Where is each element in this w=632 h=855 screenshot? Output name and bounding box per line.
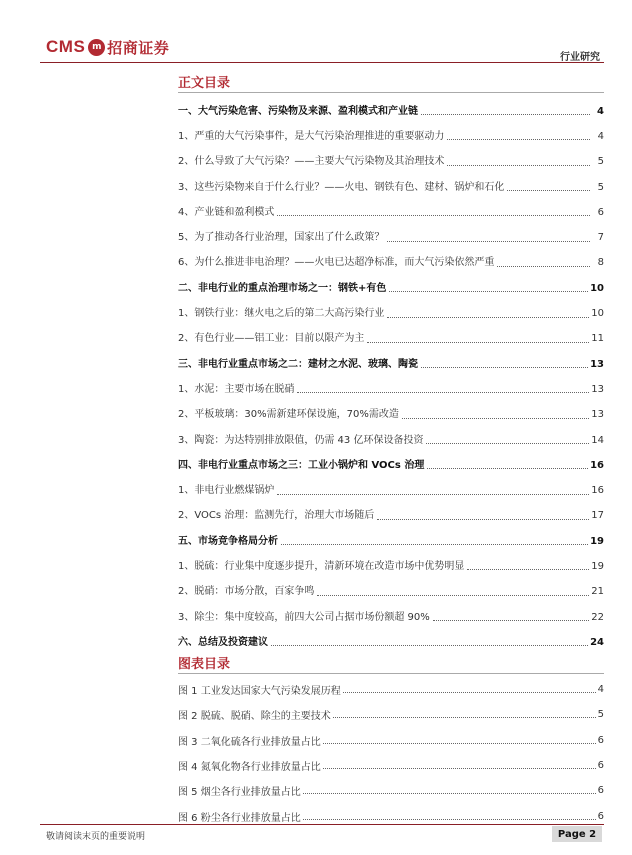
toc-entry-text: 3、这些污染物来自于什么行业？——火电、钢铁有色、建材、锅炉和石化 [178, 181, 505, 193]
figure-entry[interactable] [178, 778, 604, 803]
toc-page-number: 10 [591, 308, 604, 320]
toc-section-entry[interactable] [178, 504, 604, 529]
toc-page-number: 4 [597, 130, 604, 142]
toc-section-entry[interactable] [178, 403, 604, 428]
toc-section-entry[interactable] [178, 225, 604, 250]
figure-entry-text: 图 2 脱硫、脱硝、除尘的主要技术 [178, 711, 331, 723]
header-divider [40, 62, 604, 63]
dot-leader [323, 768, 596, 769]
toc-section-entry[interactable] [178, 150, 604, 175]
dot-leader [317, 595, 589, 596]
toc-page-number: 5 [597, 181, 604, 193]
toc-entry-text: 1、水泥：主要市场在脱硝 [178, 383, 295, 395]
dot-leader [421, 114, 590, 115]
toc-page-number: 13 [591, 383, 604, 395]
disclaimer-note: 敬请阅读末页的重要说明 [46, 832, 146, 842]
dot-leader [421, 367, 588, 368]
toc-page-number: 19 [590, 535, 604, 547]
toc-section-entry[interactable] [178, 251, 604, 276]
toc-entry-text: 4、产业链和盈利模式 [178, 206, 275, 218]
toc-section-entry[interactable] [178, 478, 604, 503]
dot-leader [426, 443, 589, 444]
dot-leader [271, 645, 588, 646]
figure-entry[interactable] [178, 753, 604, 778]
toc-page-number: 21 [591, 586, 604, 598]
toc-entry-text: 3、陶瓷：为达特别排放限值，仍需 43 亿环保设备投资 [178, 434, 424, 446]
toc-page-number: 8 [597, 257, 604, 269]
toc-page-number: 16 [591, 485, 604, 497]
report-category: 行业研究 [560, 52, 600, 63]
footer-divider [40, 824, 604, 825]
toc-section-entry[interactable] [178, 554, 604, 579]
toc-entry-text: 五、市场竞争格局分析 [178, 535, 278, 547]
toc-page-number: 16 [590, 459, 604, 471]
toc-page-number: 11 [591, 333, 604, 345]
dot-leader [387, 317, 589, 318]
toc-chapter-entry[interactable] [178, 352, 604, 377]
figure-entry[interactable] [178, 677, 604, 702]
toc-page-number: 22 [591, 611, 604, 623]
toc-page-number: 10 [590, 282, 604, 294]
toc-section-entry[interactable] [178, 200, 604, 225]
toc-list [178, 99, 604, 656]
toc-page-number: 14 [591, 434, 604, 446]
figure-entry[interactable] [178, 728, 604, 753]
toc-entry-text: 3、除尘：集中度较高，前四大公司占据市场份额超 90% [178, 611, 430, 623]
toc-entry-text: 2、脱硝：市场分散，百家争鸣 [178, 586, 315, 598]
dot-leader [427, 468, 588, 469]
dot-leader [389, 291, 588, 292]
dot-leader [377, 519, 589, 520]
figure-page-number: 6 [597, 810, 604, 822]
toc-section-entry[interactable] [178, 605, 604, 630]
logo-emblem-icon: m [88, 39, 105, 56]
toc-entry-text: 2、VOCs 治理：监测先行，治理大市场随后 [178, 510, 375, 522]
dot-leader [402, 418, 589, 419]
dot-leader [303, 793, 596, 794]
toc-section-entry[interactable] [178, 301, 604, 326]
toc-page-number: 13 [591, 409, 604, 421]
dot-leader [467, 569, 589, 570]
dot-leader [281, 544, 588, 545]
toc-chapter-entry[interactable] [178, 276, 604, 301]
toc-entry-text: 1、脱硫：行业集中度逐步提升，清新环境在改造市场中优势明显 [178, 560, 465, 572]
figure-entry[interactable] [178, 702, 604, 727]
toc-entry-text: 6、为什么推进非电治理？——火电已达超净标准，而大气污染依然严重 [178, 257, 495, 269]
figure-entry-text: 图 4 氮氧化物各行业排放量占比 [178, 762, 321, 774]
logo-en-text: CMS [46, 37, 86, 56]
page-header [0, 0, 632, 66]
toc-page-number: 7 [597, 232, 604, 244]
toc-entry-text: 三、非电行业重点市场之二：建材之水泥、玻璃、陶瓷 [178, 358, 418, 370]
figure-page-number: 6 [597, 734, 604, 746]
toc-entry-text: 二、非电行业的重点治理市场之一：钢铁+有色 [178, 282, 387, 294]
toc-page-number: 13 [590, 358, 604, 370]
logo-cn-text: 招商证券 [107, 38, 170, 57]
toc-section-entry[interactable] [178, 428, 604, 453]
dot-leader [323, 743, 596, 744]
toc-chapter-entry[interactable] [178, 630, 604, 655]
page-number-badge: Page 2 [552, 826, 602, 842]
dot-leader [303, 819, 596, 820]
toc-section-entry[interactable] [178, 580, 604, 605]
toc-page-number: 5 [597, 156, 604, 168]
figure-entry-text: 图 5 烟尘各行业排放量占比 [178, 787, 301, 799]
figure-page-number: 6 [597, 760, 604, 772]
toc-entry-text: 1、钢铁行业：继火电之后的第二大高污染行业 [178, 308, 385, 320]
figure-page-number: 4 [597, 684, 604, 696]
toc-section-entry[interactable] [178, 124, 604, 149]
toc-entry-text: 六、总结及投资建议 [178, 636, 268, 648]
dot-leader [447, 165, 590, 166]
toc-section-entry[interactable] [178, 377, 604, 402]
figure-entry-text: 图 6 粉尘各行业排放量占比 [178, 812, 301, 824]
toc-page-number: 4 [597, 105, 604, 117]
toc-entry-text: 四、非电行业重点市场之三：工业小锅炉和 VOCs 治理 [178, 459, 425, 471]
figures-title: 图表目录 [178, 657, 231, 672]
toc-entry-text: 2、什么导致了大气污染？——主要大气污染物及其治理技术 [178, 156, 445, 168]
figure-entry-text: 图 1 工业发达国家大气污染发展历程 [178, 686, 341, 698]
toc-page-number: 19 [591, 560, 604, 572]
toc-chapter-entry[interactable] [178, 529, 604, 554]
toc-entry-text: 一、大气污染危害、污染物及来源、盈利模式和产业链 [178, 105, 418, 117]
figure-page-number: 6 [597, 785, 604, 797]
dot-leader [497, 266, 590, 267]
dot-leader [297, 392, 589, 393]
dot-leader [507, 190, 590, 191]
dot-leader [277, 215, 590, 216]
toc-entry-text: 2、平板玻璃：30%需新建环保设施，70%需改造 [178, 409, 399, 421]
figures-title-divider [178, 673, 604, 674]
toc-title: 正文目录 [178, 76, 231, 91]
dot-leader [277, 494, 589, 495]
dot-leader [387, 241, 590, 242]
toc-entry-text: 1、非电行业燃煤锅炉 [178, 485, 275, 497]
toc-entry-text: 5、为了推动各行业治理，国家出了什么政策？ [178, 232, 385, 244]
toc-section-entry[interactable] [178, 327, 604, 352]
toc-page-number: 17 [591, 510, 604, 522]
dot-leader [433, 620, 589, 621]
toc-section-entry[interactable] [178, 175, 604, 200]
figure-entry-text: 图 3 二氧化硫各行业排放量占比 [178, 736, 321, 748]
figure-page-number: 5 [597, 709, 604, 721]
toc-chapter-entry[interactable] [178, 99, 604, 124]
dot-leader [343, 692, 596, 693]
toc-entry-text: 1、严重的大气污染事件，是大气污染治理推进的重要驱动力 [178, 130, 445, 142]
toc-title-divider [178, 92, 604, 93]
cms-logo [46, 36, 169, 58]
dot-leader [333, 717, 596, 718]
toc-page-number: 24 [590, 636, 604, 648]
dot-leader [447, 139, 590, 140]
toc-page-number: 6 [597, 206, 604, 218]
toc-chapter-entry[interactable] [178, 453, 604, 478]
dot-leader [367, 342, 589, 343]
toc-entry-text: 2、有色行业——铝工业：目前以限产为主 [178, 333, 365, 345]
figure-list [178, 677, 604, 829]
